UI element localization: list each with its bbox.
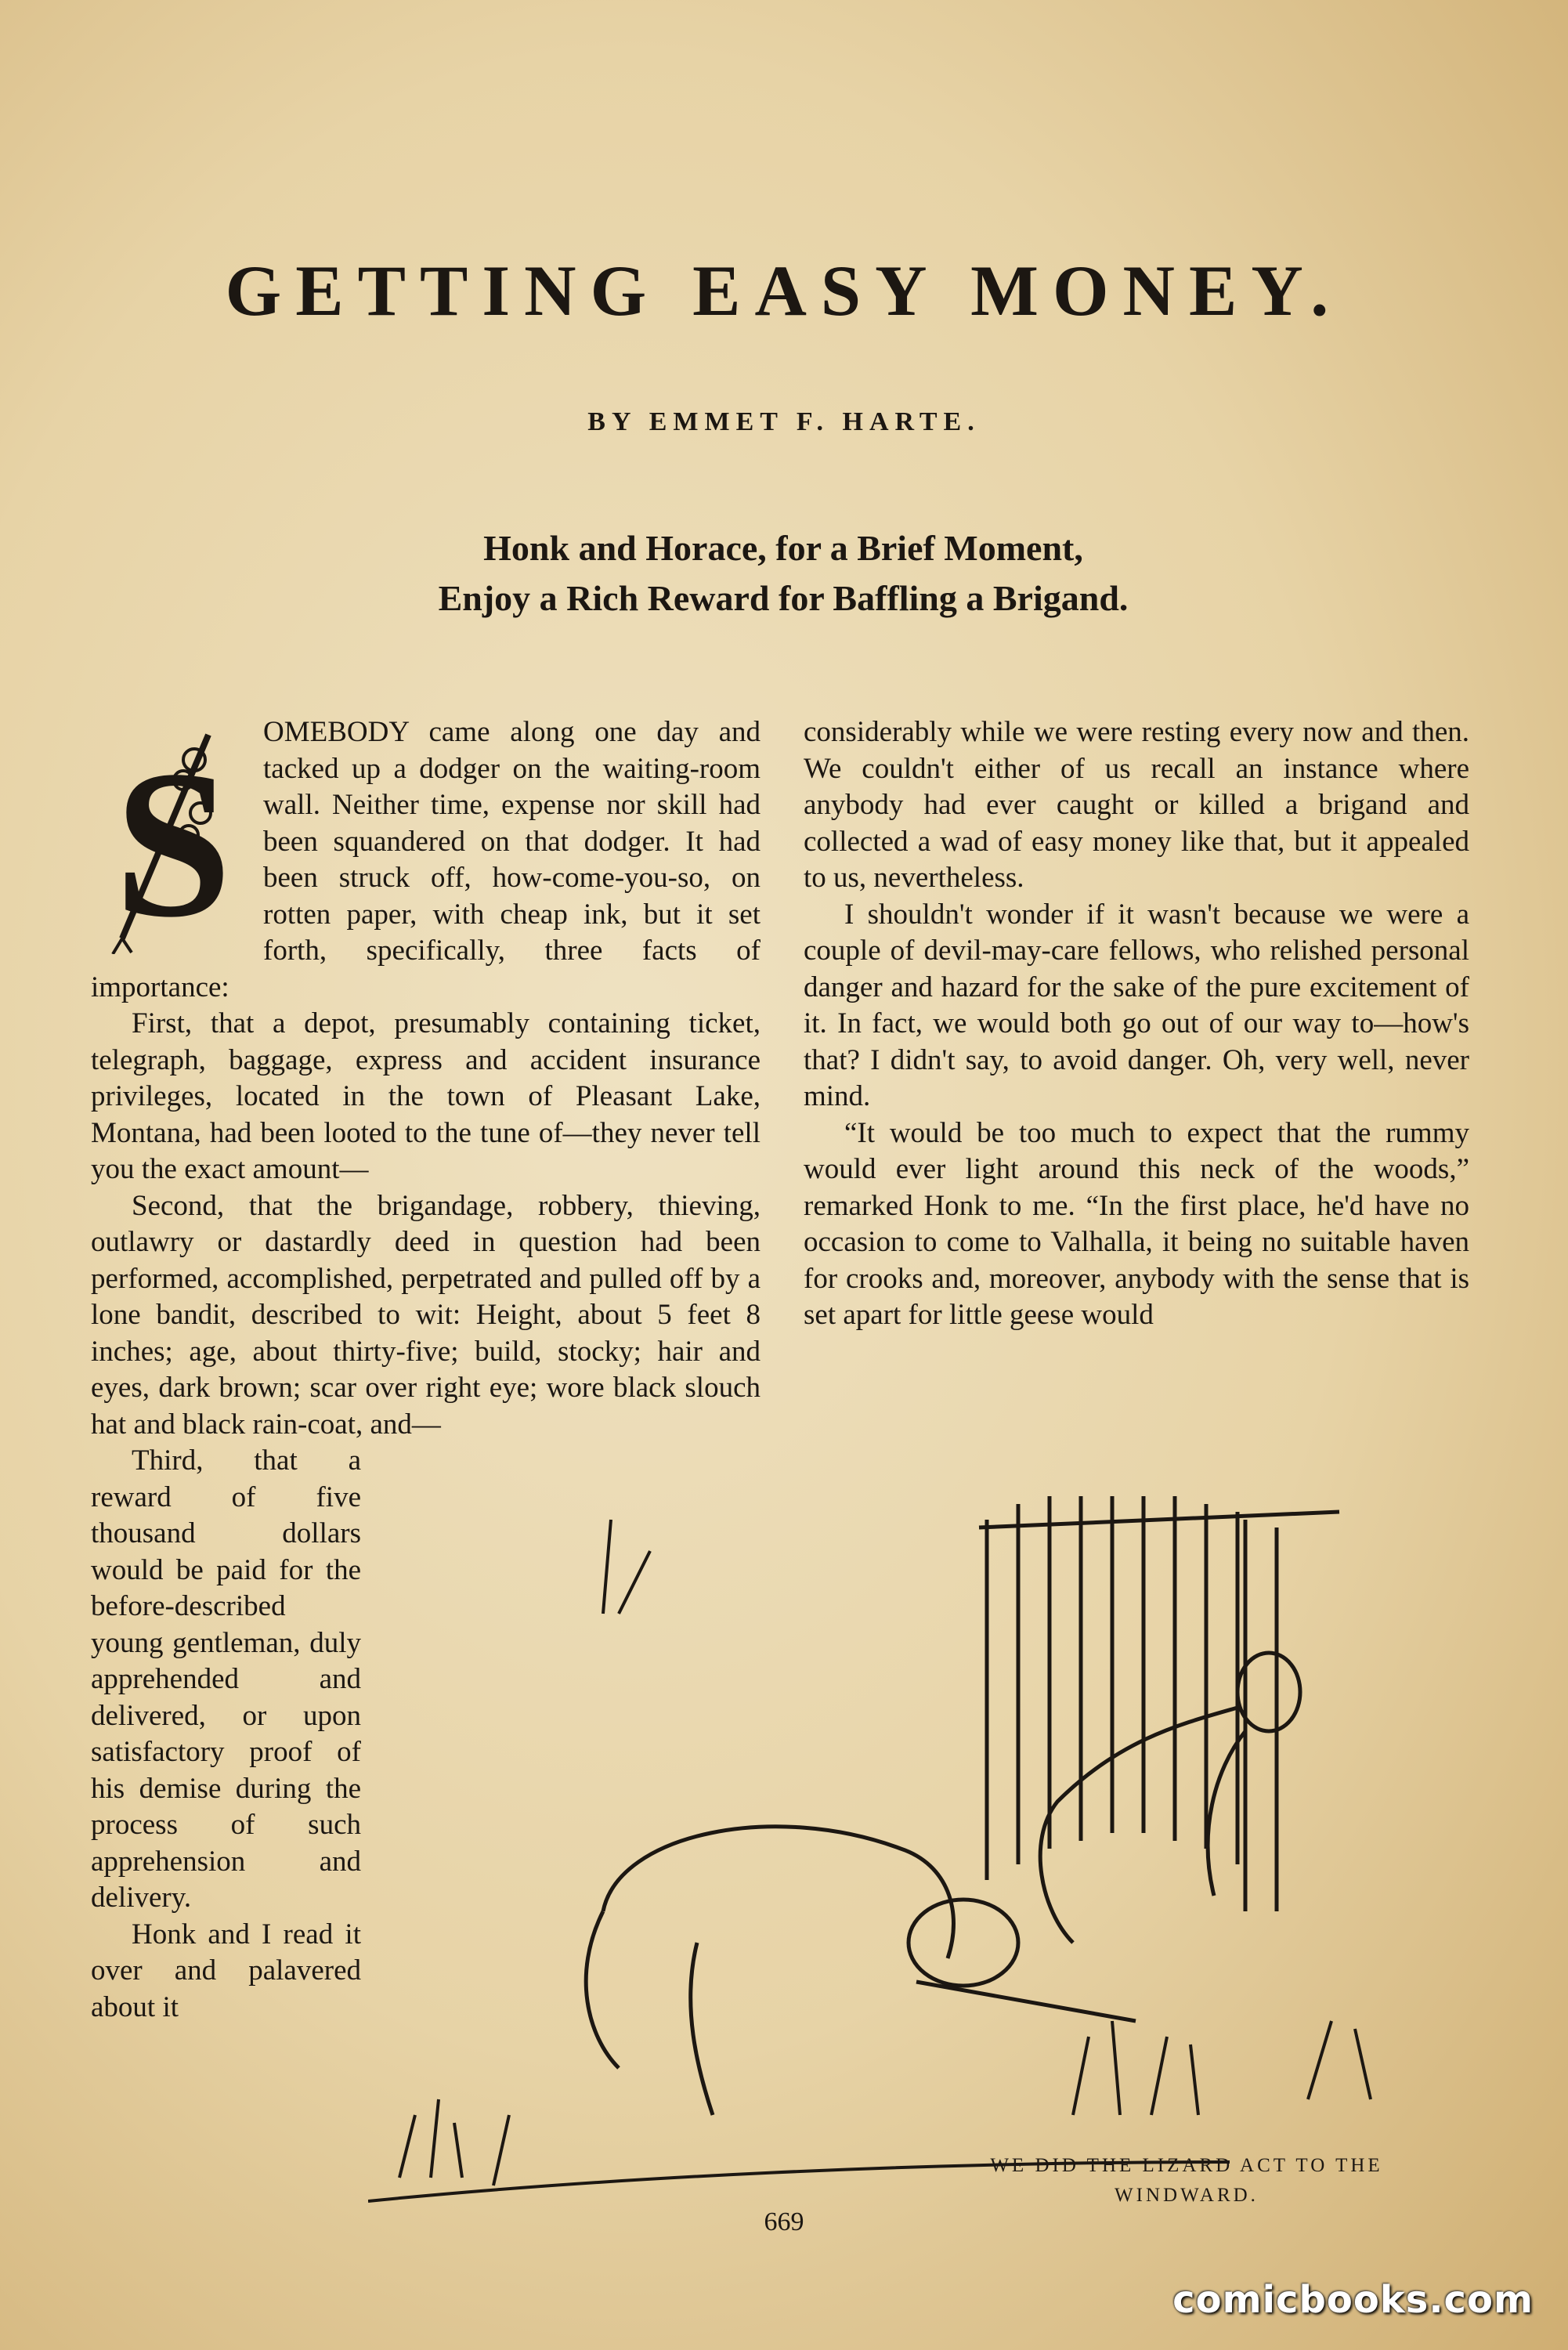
svg-text:S: S: [114, 727, 233, 954]
paragraph-first: First, that a depot, presumably containing ticket, telegraph, baggage, express and accident insurance privileges, located in the town of Pleasant Lake, Montana, had been looted to the tune of—they never tell you the exact amount—: [91, 1007, 761, 1185]
deck-line-1: Honk and Horace, for a Brief Moment,: [483, 528, 1083, 568]
fence-drawing: [979, 1496, 1339, 1911]
paragraph-rummy: “It would be too much to expect that the rummy would ever light around this neck of the woods,” remarked Honk to me. “In the first place, he'd have no occasion to come to Valhalla, it being no suitable haven for crooks and, moreover, anybody with the sense that is set apart for little geese would: [804, 1116, 1469, 1331]
paragraph-continued: considerably while we were resting every now and then. We couldn't either of us recall an instance where anybody had ever caught or killed a brigand and collected a wad of easy money like that, but it appealed to us, nevertheless.: [804, 716, 1469, 894]
illustration-lizard-act: [368, 1473, 1465, 2217]
author-byline: BY EMMET F. HARTE.: [587, 407, 981, 436]
paragraph-opening: OMEBODY came along one day and tacked up a dodger on the waiting-room wall. Neither time, expense nor skill had been squandered on that dodger. It had been struck off, how-come-you-so, on rotten paper, with cheap ink, but it set forth, specifically, three facts of importance:: [91, 716, 761, 1003]
grass-drawing: [368, 1520, 1371, 2201]
paragraph-honk: Honk and I read it over and palavered about it: [91, 1918, 361, 2023]
caption-line-1: WE DID THE LIZARD ACT TO THE: [990, 2155, 1383, 2176]
deck-line-2: Enjoy a Rich Reward for Baffling a Brigand.: [438, 578, 1129, 618]
dropcap-s-icon: [91, 719, 255, 954]
page-number: 669: [764, 2207, 804, 2236]
watermark: comicbooks.com: [1172, 2278, 1534, 2322]
crouching-figure: [586, 1827, 1136, 2115]
illustration-caption: [952, 2151, 1422, 2211]
right-column: [804, 714, 1469, 1334]
article-deck: [313, 523, 1253, 624]
paragraph-third: Third, that a reward of five thousand dollars would be paid for the before-described young gentleman, duly apprehended and delivered, or upon satisfactory proof of his demise during the process of such apprehension and delivery.: [91, 1444, 361, 1914]
caption-line-2: WINDWARD.: [1115, 2185, 1259, 2206]
article-title: GETTING EASY MONEY.: [225, 251, 1343, 331]
paragraph-second: Second, that the brigandage, robbery, thieving, outlawry or dastardly deed in question had been performed, accomplished, perpetrated and pulled off by a lone bandit, described to wit: Height, about 5 feet 8 inches; age, about thirty-five; build, stocky; hair and eyes, dark brown; scar over right eye; wore black slouch hat and black rain-coat, and—: [91, 1189, 761, 1441]
paragraph-devil-may-care: I shouldn't wonder if it wasn't because we were a couple of devil-may-care fellows, who relished personal danger and hazard for the sake of the pure excitement of it. In fact, we would both go out of our way to—how's that? I didn't say, to avoid danger. Oh, very well, never mind.: [804, 898, 1469, 1112]
